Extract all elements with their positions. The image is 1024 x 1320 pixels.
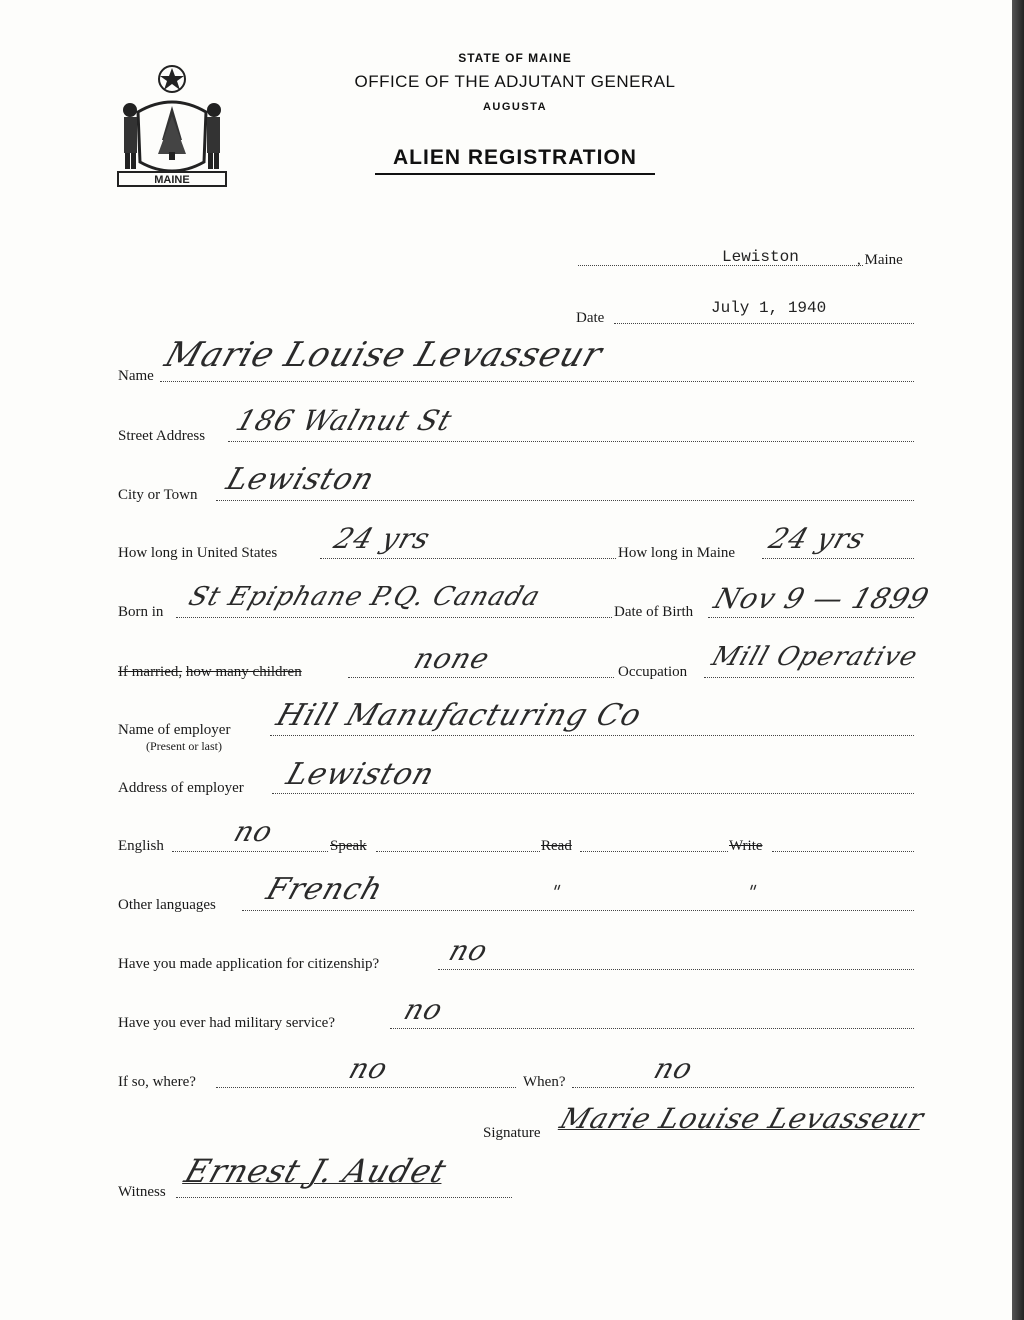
street-label: Street Address: [118, 428, 206, 444]
write-label-text: Write: [729, 838, 763, 854]
seal-banner-text: MAINE: [154, 174, 190, 186]
street-line: [228, 441, 914, 442]
employer-line: [270, 735, 914, 736]
when-label: When?: [523, 1074, 566, 1090]
street-value: 186 Walnut St: [232, 404, 457, 437]
english-label: English: [118, 838, 164, 854]
children-value: none: [410, 642, 495, 675]
other-languages-label: Other languages: [118, 897, 216, 913]
ditto-mark-write: ": [744, 882, 761, 903]
employer-label: Name of employer: [118, 722, 231, 738]
maine-duration-value: 24 yrs: [765, 522, 870, 555]
married-label-if: If married,: [118, 664, 183, 680]
witness-line: [176, 1197, 512, 1198]
speak-label-text: Speak: [330, 838, 367, 854]
city-label: City or Town: [118, 487, 198, 503]
married-label: [118, 664, 302, 681]
witness-value: Ernest J. Audet: [180, 1152, 452, 1190]
date-line: [614, 323, 914, 324]
read-line: [580, 851, 728, 852]
write-label: [729, 838, 763, 855]
state-seal-icon: [116, 62, 228, 190]
place-line: [578, 265, 863, 266]
citizenship-line: [438, 969, 914, 970]
maine-duration-line: [762, 558, 914, 559]
name-value: Marie Louise Levasseur: [160, 335, 608, 375]
when-line: [572, 1087, 914, 1088]
employer-address-line: [272, 793, 914, 794]
english-value: no: [230, 815, 278, 848]
ditto-mark-read: ": [548, 882, 565, 903]
city-line: [216, 500, 914, 501]
married-label-children: how many children: [185, 664, 302, 680]
dob-value: Nov 9 — 1899: [710, 582, 934, 615]
citizenship-label: Have you made application for citizenship?: [118, 956, 380, 972]
header-office: OFFICE OF THE ADJUTANT GENERAL: [354, 72, 676, 91]
write-line: [772, 851, 914, 852]
city-value: Lewiston: [222, 462, 380, 497]
read-label: [541, 838, 572, 855]
born-value: St Epiphane P.Q. Canada: [185, 582, 545, 612]
born-label: Born in: [118, 604, 164, 620]
military-value: no: [400, 993, 448, 1026]
speak-line: [376, 851, 540, 852]
maine-duration-label: How long in Maine: [618, 545, 736, 561]
employer-sublabel: (Present or last): [146, 739, 222, 753]
children-line: [348, 677, 614, 678]
born-line: [176, 617, 612, 618]
employer-address-label: Address of employer: [118, 780, 244, 796]
header-city: AUGUSTA: [482, 101, 548, 113]
military-label: Have you ever had military service?: [118, 1015, 335, 1031]
read-label-text: Read: [541, 838, 572, 854]
where-line: [216, 1087, 516, 1088]
other-languages-line: [242, 910, 914, 911]
where-value: no: [345, 1052, 393, 1085]
employer-address-value: Lewiston: [282, 757, 440, 792]
form-title: ALIEN REGISTRATION: [393, 146, 637, 169]
when-value: no: [650, 1052, 698, 1085]
dob-label: Date of Birth: [614, 604, 694, 620]
place-value: Lewiston: [722, 248, 799, 266]
us-duration-label: How long in United States: [118, 545, 278, 561]
place-suffix: , Maine: [857, 252, 903, 268]
scan-edge: [1012, 0, 1024, 1320]
date-label: Date: [576, 310, 605, 326]
header-state: STATE OF MAINE: [458, 51, 572, 65]
us-duration-line: [320, 558, 616, 559]
title-underline: [375, 173, 655, 175]
us-duration-value: 24 yrs: [330, 522, 435, 555]
witness-label: Witness: [118, 1184, 166, 1200]
employer-value: Hill Manufacturing Co: [272, 698, 647, 733]
speak-label: [330, 838, 367, 855]
citizenship-value: no: [445, 934, 493, 967]
date-value: July 1, 1940: [711, 299, 827, 317]
signature-label: Signature: [483, 1125, 541, 1141]
where-label: If so, where?: [118, 1074, 196, 1090]
name-line: [160, 381, 914, 382]
military-line: [390, 1028, 914, 1029]
dob-line: [708, 617, 914, 618]
signature-value: Marie Louise Levasseur: [556, 1102, 929, 1135]
english-line: [172, 851, 328, 852]
other-languages-value: French: [262, 872, 388, 907]
occupation-line: [704, 677, 914, 678]
occupation-value: Mill Operative: [708, 642, 922, 672]
name-label: Name: [118, 368, 154, 384]
occupation-label: Occupation: [618, 664, 688, 680]
